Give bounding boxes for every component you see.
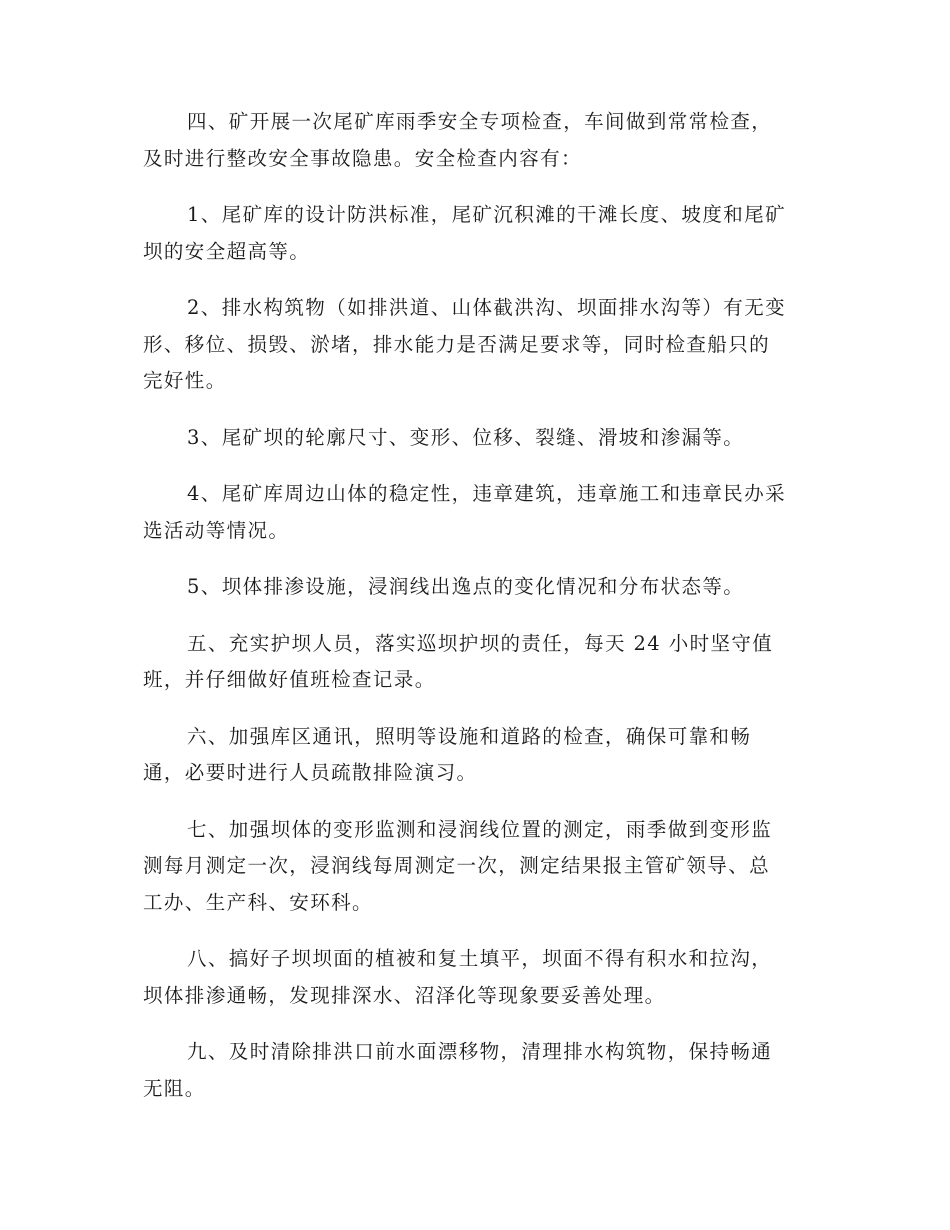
document-body [143, 104, 805, 1127]
paragraph-line: 坝的安全超高等。 [143, 239, 311, 263]
paragraph-line: 坝体排渗通畅，发现排深水、沼泽化等现象要妥善处理。 [143, 983, 666, 1007]
paragraph-line: 班，并仔细做好值班检查记录。 [143, 668, 436, 691]
paragraph-line: 八、搞好子坝坝面的植被和复土填平，坝面不得有积水和拉沟， [187, 947, 773, 970]
paragraph-line: 通，必要时进行人员疏散排险演习。 [143, 761, 478, 784]
paragraph-line: 形、移位、损毁、淤堵，排水能力是否满足要求等，同时检查船只的 [143, 332, 771, 356]
paragraph [143, 941, 805, 1014]
paragraph-line: 5、坝体排渗设施，浸润线出逸点的变化情况和分布状态等。 [187, 575, 745, 598]
paragraph-line: 1、尾矿库的设计防洪标准，尾矿沉积滩的干滩长度、坡度和尾矿 [187, 203, 787, 226]
paragraph-line: 选活动等情况。 [143, 518, 290, 542]
paragraph-line: 工办、生产科、安环科。 [143, 890, 373, 914]
paragraph-line: 及时进行整改安全事故隐患。安全检查内容有： [143, 146, 582, 170]
paragraph [143, 569, 805, 606]
paragraph-line: 2、排水构筑物（如排洪道、山体截洪沟、坝面排水沟等）有无变 [187, 296, 787, 319]
paragraph [143, 290, 805, 400]
paragraph-line: 五、充实护坝人员，落实巡坝护坝的责任，每天 24 小时坚守值 [187, 631, 774, 655]
paragraph-line: 九、及时清除排洪口前水面漂移物，清理排水构筑物，保持畅通 [187, 1040, 773, 1063]
paragraph [143, 812, 805, 922]
paragraph-line: 七、加强坝体的变形监测和浸润线位置的测定，雨季做到变形监 [187, 817, 773, 841]
paragraph [143, 104, 805, 177]
paragraph-line: 六、加强库区通讯，照明等设施和道路的检查，确保可靠和畅 [187, 724, 752, 748]
paragraph-line: 测每月测定一次，浸润线每周测定一次，测定结果报主管矿领导、总 [143, 854, 771, 877]
paragraph-line: 无阻。 [143, 1076, 206, 1100]
paragraph-line: 3、尾矿坝的轮廓尺寸、变形、位移、裂缝、滑坡和渗漏等。 [187, 425, 745, 449]
paragraph [143, 197, 805, 270]
paragraph [143, 1034, 805, 1107]
paragraph [143, 476, 805, 549]
paragraph-line: 4、尾矿库周边山体的稳定性，违章建筑，违章施工和违章民办采 [187, 482, 787, 505]
paragraph [143, 626, 805, 699]
paragraph [143, 719, 805, 792]
paragraph-line: 完好性。 [143, 369, 227, 392]
paragraph-line: 四、矿开展一次尾矿库雨季安全专项检查，车间做到常常检查， [187, 110, 773, 133]
paragraph [143, 420, 805, 457]
